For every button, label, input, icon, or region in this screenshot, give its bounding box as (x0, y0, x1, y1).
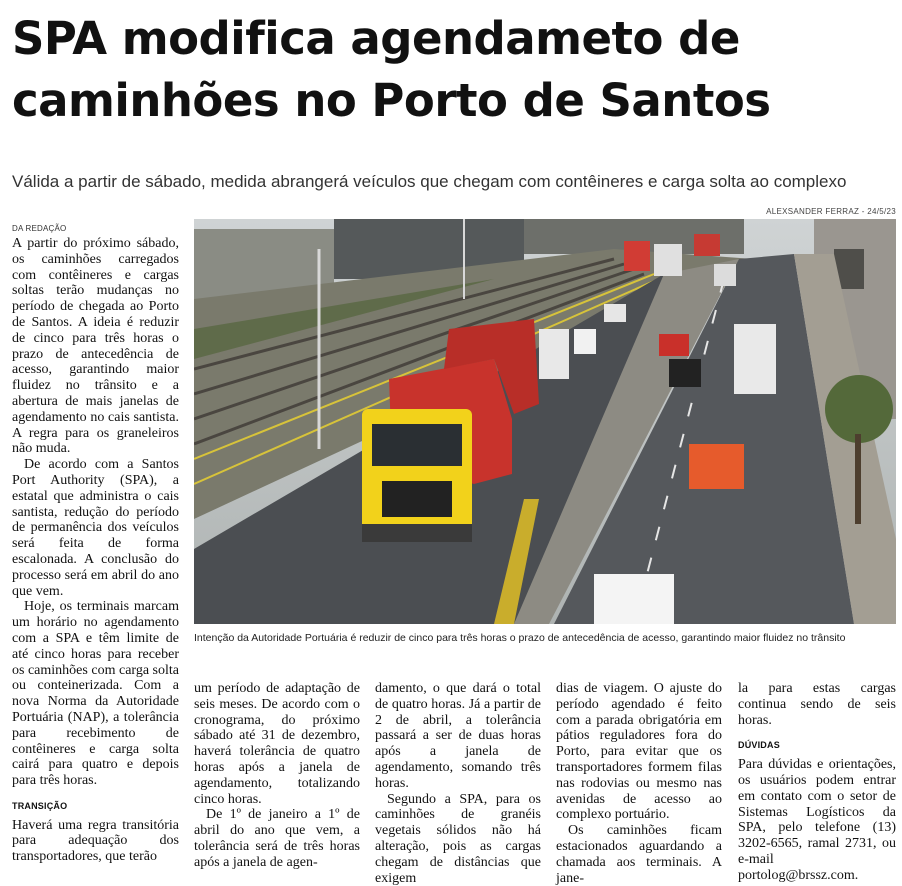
paragraph: A partir do próximo sábado, os caminhões carregados com contêineres e cargas soltas terão mudanças no período de chegada ao Porto de Santos. A ideia é reduzir de cinco para três horas o prazo de antecedência de acesso, garantindo maior fluidez no trânsito e a abertura de mais janelas de agendamento no cais santista. A regra para os graneleiros não muda. (12, 236, 179, 457)
article-column-1 (12, 236, 179, 865)
paragraph: dias de viagem. O ajuste do período agendado é feito com a parada obrigatória em pátios reguladores fora do Porto, para evitar que os transportadores formem filas nas rodovias ou mesmo nas avenidas de acesso ao complexo portuário. (556, 681, 722, 823)
article-column-3 (375, 681, 541, 886)
paragraph: Segundo a SPA, para os caminhões de granéis vegetais sólidos não há alteração, pois as cargas chegam de distâncias que exigem (375, 791, 541, 886)
byline: DA REDAÇÃO (12, 224, 67, 233)
paragraph: De 1º de janeiro a 1º de abril do ano que vem, a tolerância será de três horas após a janela de agen- (194, 807, 360, 870)
paragraph: De acordo com a Santos Port Authority (SPA), a estatal que administra o cais santista, redução do período de permanência dos veículos será feita de forma escalonada. A conclusão do processo será em abril do ano que vem. (12, 457, 179, 599)
paragraph: damento, o que dará o total de quatro horas. Já a partir de 2 de abril, a tolerância passará a ser de duas horas após a janela de agendamento, somando três horas. (375, 681, 541, 791)
paragraph: um período de adaptação de seis meses. De acordo com o cronograma, do próximo sábado até 31 de dezembro, haverá tolerância de quatro horas após a janela de agendamento, totalizando cinco horas. (194, 681, 360, 807)
article-column-5 (738, 681, 896, 884)
headline (12, 8, 892, 132)
paragraph: la para estas cargas continua sendo de seis horas. (738, 681, 896, 728)
article-photo (194, 219, 896, 624)
photo-credit: ALEXSANDER FERRAZ - 24/5/23 (766, 207, 896, 216)
section-heading-duvidas: DÚVIDAS (738, 740, 780, 751)
section-heading-transicao: TRANSIÇÃO (12, 800, 68, 811)
paragraph: Haverá uma regra transitória para adequação dos transportadores, que terão (12, 817, 179, 865)
headline-line-2: caminhões no Porto de Santos (12, 74, 771, 127)
headline-line-1: SPA modifica agendameto de (12, 12, 740, 65)
paragraph: Para dúvidas e orientações, os usuários podem entrar em contato com o setor de Sistemas Logísticos da SPA, pelo telefone (13) 3202-6565, ramal 2731, ou e-mail portolog@brssz.com. (738, 757, 896, 883)
paragraph: Os caminhões ficam estacionados aguardando a chamada aos terminais. A jane- (556, 823, 722, 886)
paragraph: Hoje, os terminais marcam um horário no agendamento com a SPA e têm limite de até cinco horas para receber os caminhões com carga solta ou conteinerizada. Com a nova Norma da Autoridade Portuária (NAP), a tolerância para recebimento de contêineres e carga solta cairá para quatro e depois para três horas. (12, 599, 179, 789)
photo-caption: Intenção da Autoridade Portuária é reduzir de cinco para três horas o prazo de antecedência de acesso, garantindo maior fluidez no trânsito (194, 632, 846, 644)
subheadline: Válida a partir de sábado, medida abrangerá veículos que chegam com contêineres e carga solta ao complexo (12, 172, 847, 191)
article-column-4 (556, 681, 722, 886)
article-column-2 (194, 681, 360, 871)
